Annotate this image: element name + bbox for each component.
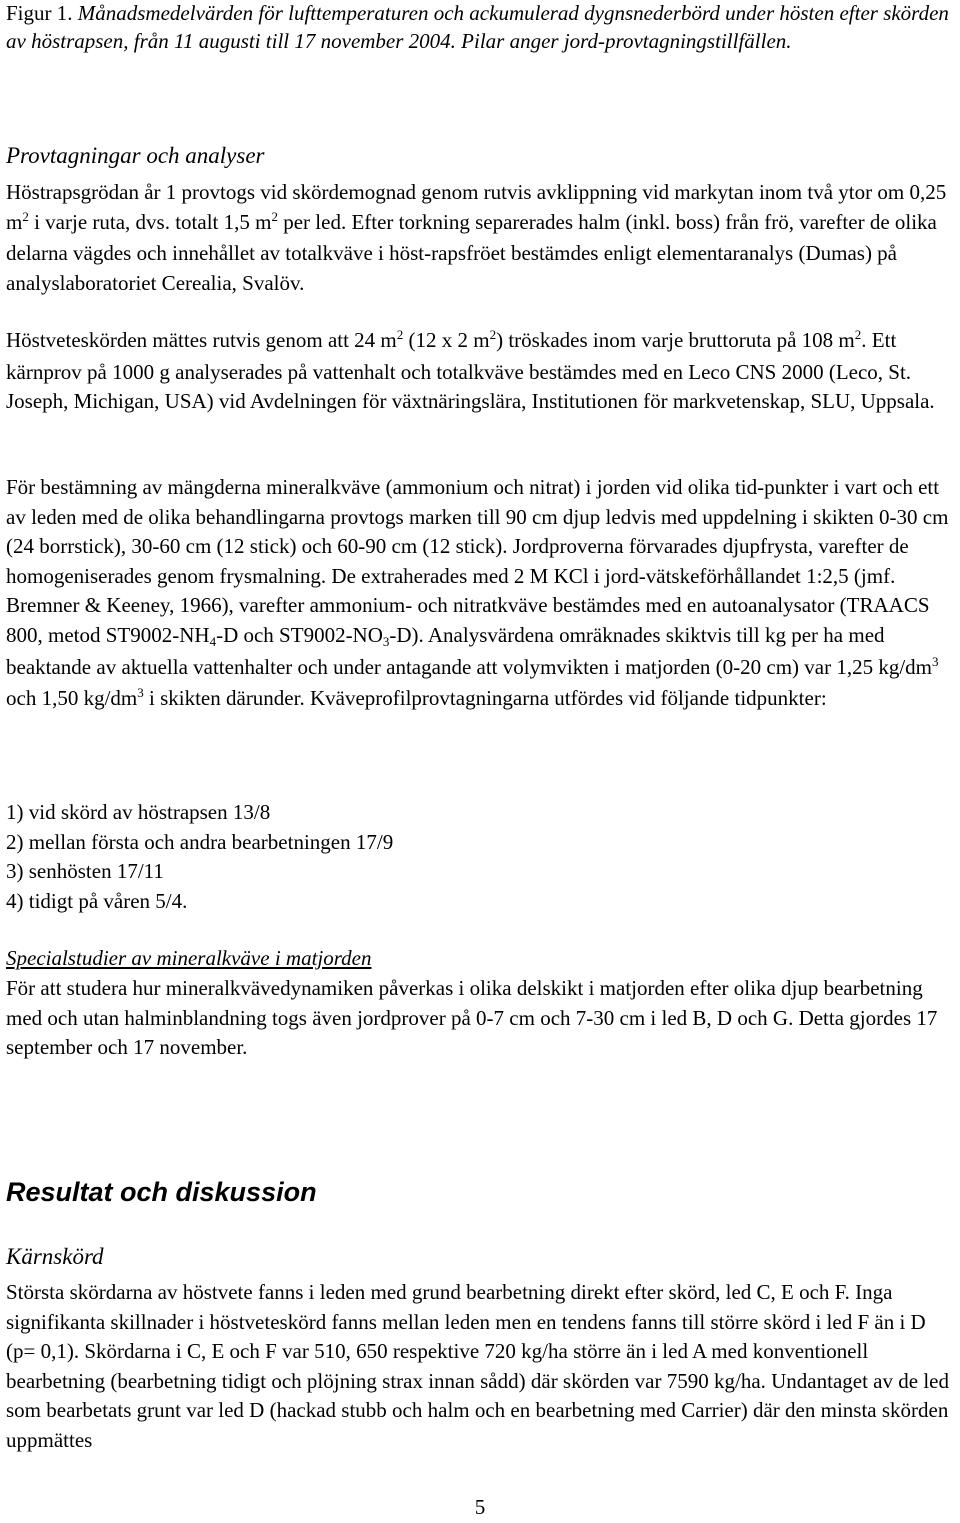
superscript: 3 [137,685,144,701]
figure-caption [6,0,952,56]
figure-label: Figur 1. [6,1,73,25]
superscript: 2 [396,327,404,342]
text-run: i skikten därunder. Kväveprofilprovtagningarna utfördes vid följande tidpunkter: [143,686,827,711]
sampling-times-list [6,798,952,916]
superscript: 2 [854,327,862,342]
text-run: i varje ruta, dvs. totalt 1,5 m [28,209,272,234]
text-run: För bestämning av mängderna mineralkväve (ammonium och nitrat) i jorden vid olika tid-punkter i vart och ett av leden med de olika behandlingarna provtogs marken till 90 cm djup ledvis med uppdelning i skikten 0-30 cm (24 borrstick), 30-60 cm (12 stick) och 60-90 cm (12 stick). Jordproverna förvarades djupfrysta, varefter de homogeniserades genom frysmalning. De extraherades med 2 M KCl i jord-vätskeförhållandet 1:2,5 (jmf. Bremner & Keeney, 1966), varefter ammonium- och nitratkväve bestämdes med en autoanalysator (TRAACS 800, metod ST9002-NH [6,475,949,647]
subscript: 3 [382,633,390,649]
paragraph-specialstudier: För att studera hur mineralkvävedynamiken påverkas i olika delskikt i matjorden efter olika djup bearbetning med och utan halminblandning togs även jordprover på 0-7 cm och 7-30 cm i led B, D och G. Detta gjordes 17 september och 17 november. [6,976,938,1060]
section-heading-resultat: Resultat och diskussion [6,1177,317,1207]
text-run: och 1,50 kg/dm [6,686,138,711]
paragraph-hostraps [6,178,952,298]
text-run: Höstveteskörden mättes rutvis genom att 24 m [6,328,397,352]
text-run: Höstrapsgrödan år 1 provtogs vid skördemognad genom rutvis avklippning vid markytan inom två ytor om 0,25 m [6,180,947,234]
paragraph-hostvete [6,326,952,417]
text-run: . Ett kärnprov på 1000 g analyserades på vattenhalt och totalkväve bestämdes med en Leco CNS 2000 (Leco, St. Joseph, Michigan, USA) vid Avdelningen för växtnäringslära, Institutionen för markvetenskap, SLU, Uppsala. [6,328,935,414]
subscript: 4 [209,633,217,649]
superscript: 3 [932,653,939,669]
paragraph-mineralkvave [6,473,952,716]
superscript: 2 [489,327,497,342]
text-run: -D). Analysvärdena omräknades skiktvis till kg per ha med beaktande av aktuella vattenhalter och under antagande att volymvikten i matjorden (0-20 cm) var 1,25 kg/dm [6,622,933,679]
list-item: 4) tidigt på våren 5/4. [6,888,188,913]
section-heading-provtagningar: Provtagningar och analyser [6,143,265,168]
page-number: 5 [474,1495,486,1519]
text-run: per led. Efter torkning separerades halm (inkl. boss) från frö, varefter de olika delarna vägdes och innehållet av totalkväve i höst-rapsfröet bestämdes enligt elementaranalys (Dumas) på analyslaboratoriet Cerealia, Svalöv. [6,209,937,295]
list-item: 3) senhösten 17/11 [6,859,164,884]
text-run: -D och ST9002-NO [216,622,383,647]
paragraph-karnskord: Största skördarna av höstvete fanns i leden med grund bearbetning direkt efter skörd, led C, E och F. Inga signifikanta skillnader i höstveteskörd fanns mellan leden men en tendens fanns till större skörd i led F än i D (p= 0,1). Skördarna i C, E och F var 510, 650 respektive 720 kg/ha större än i led A med konventionell bearbetning (bearbetning tidigt och plöjning strax innan sådd) där skörden var 7590 kg/ha. Undantaget av de led som bearbetats grunt var led D (hackad stubb och halm och en bearbetning med Carrier) där den minsta skörden uppmättes [6,1280,949,1452]
list-item: 2) mellan första och andra bearbetningen 17/9 [6,829,394,854]
superscript: 2 [271,208,278,224]
text-run: (12 x 2 m [403,328,490,352]
superscript: 2 [22,208,29,224]
subheading-karnskord: Kärnskörd [6,1244,104,1269]
text-run: ) tröskades inom varje bruttoruta på 108 m [496,328,855,352]
subheading-specialstudier: Specialstudier av mineralkväve i matjorden [6,946,372,970]
figure-caption-text: Månadsmedelvärden för lufttemperaturen och ackumulerad dygnsnederbörd under hösten efter skörden av höstrapsen, från 11 augusti till 17 november 2004. Pilar anger jord-provtagningstillfällen. [6,1,949,53]
list-item: 1) vid skörd av höstrapsen 13/8 [6,800,271,824]
